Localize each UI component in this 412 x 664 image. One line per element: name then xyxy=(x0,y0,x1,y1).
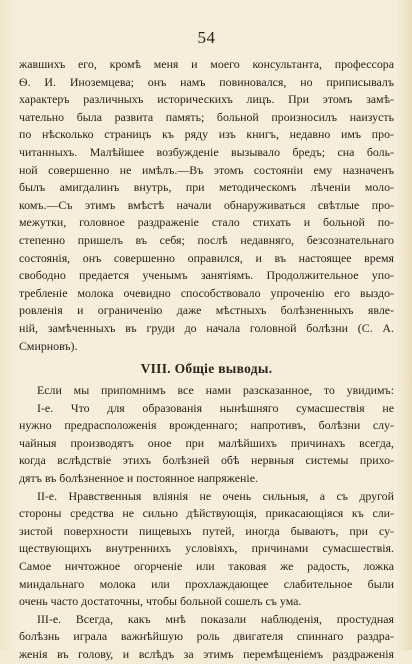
text-line: свободно предается ученымъ занятіямъ. Продолжительное упо- xyxy=(19,268,394,283)
text-line: ній, замѣченныхъ въ груди до начала головной болѣзни (С. А. xyxy=(19,320,394,335)
text-line: болѣзнь играла важнѣйшую роль двигателя спиннаго раздра- xyxy=(19,629,394,644)
text-line: нужно предрасположенія врожденнаго; напротивъ, болѣзни слу- xyxy=(19,418,394,433)
text-line: Самое ничтожное огорченіе или таковая же радость, ложка xyxy=(19,559,394,574)
text-line: по нѣсколько страницъ къ ряду изъ книгъ, недавно имъ про- xyxy=(19,127,394,142)
text-line: читанныхъ. Малѣйшее возбужденіе вызывало бредъ; сна боль- xyxy=(19,144,394,159)
text-line: III-е. Всегда, какъ мнѣ показали наблюденія, простудная xyxy=(37,611,394,626)
conclusions-text-block xyxy=(19,382,394,664)
text-line: миндальнаго молока или прохлаждающее слабительное были xyxy=(19,576,394,591)
section-heading: VIII. Общіе выводы. xyxy=(140,361,273,377)
text-line: характеръ различныхъ историческихъ лицъ. При этомъ замѣ- xyxy=(19,92,394,107)
text-line: жавшихъ его, кромѣ меня и моего консультанта, профессора xyxy=(19,57,394,71)
text-line: ществующихъ внутреннихъ условіяхъ, причинами сумасшествія. xyxy=(19,541,394,556)
text-line: II-е. Нравственныя вліянія не очень сильныя, а съ другой xyxy=(37,488,394,503)
text-line: комъ.—Съ этимъ вмѣстѣ начали обнаруживаться свѣтлые про- xyxy=(19,197,394,212)
text-line: ровленія и ограниченію даже мѣстныхъ болѣзненныхъ явле- xyxy=(19,303,394,318)
case-text-block xyxy=(19,56,394,355)
text-line: межутки, головное раздраженіе стало стихать и больной по- xyxy=(19,215,394,230)
text-line: стороны средства не сильно дѣйствующія, прикасающіяся къ сли- xyxy=(19,506,394,521)
text-line: состоянія, онъ совершенно оправился, и въ настоящее время xyxy=(19,250,394,265)
text-line: I-е. Что для образованія нынѣшняго сумасшествія не xyxy=(37,400,394,415)
text-line: очень часто достаточны, чтобы больной сошелъ съ ума. xyxy=(19,594,302,609)
text-line: былъ амигдалинъ внутрь, при методическомъ лѣченіи моло- xyxy=(19,180,394,195)
text-line: требленіе молока очевидно способствовало упроченію его выздо- xyxy=(19,285,394,300)
text-line: степенно пришелъ въ себя; послѣ недавняго, безсознательнаго xyxy=(19,232,394,247)
text-line: дятъ въ болѣзненное и постоянное напряженіе. xyxy=(19,471,258,486)
text-line: чательно была развита память; больной произносилъ наизусть xyxy=(19,109,394,124)
text-line: зистой поверхности пищевыхъ путей, иногда бываютъ, при су- xyxy=(19,523,394,538)
text-line: Если мы припомнимъ все нами разсказанное, то увидимъ: xyxy=(37,383,394,398)
page-number: 54 xyxy=(197,28,216,47)
text-line: женія въ голову, и вслѣдъ за этимъ перемѣщеніемъ раздраженія xyxy=(19,647,394,661)
text-line: ной совершенно не имѣлъ.—Въ этомъ состояніи ему назначенъ xyxy=(19,162,394,177)
text-line: Смирновъ). xyxy=(19,338,78,353)
text-line: когда вслѣдствіе этихъ болѣзней обѣ нервныя системы прихо- xyxy=(19,453,394,468)
text-line: чайныя производятъ оное при малѣйшихъ причинахъ всегда, xyxy=(19,435,394,450)
text-line: Ѳ. И. Иноземцева; онъ намъ повиновался, но приписывалъ xyxy=(19,74,394,89)
